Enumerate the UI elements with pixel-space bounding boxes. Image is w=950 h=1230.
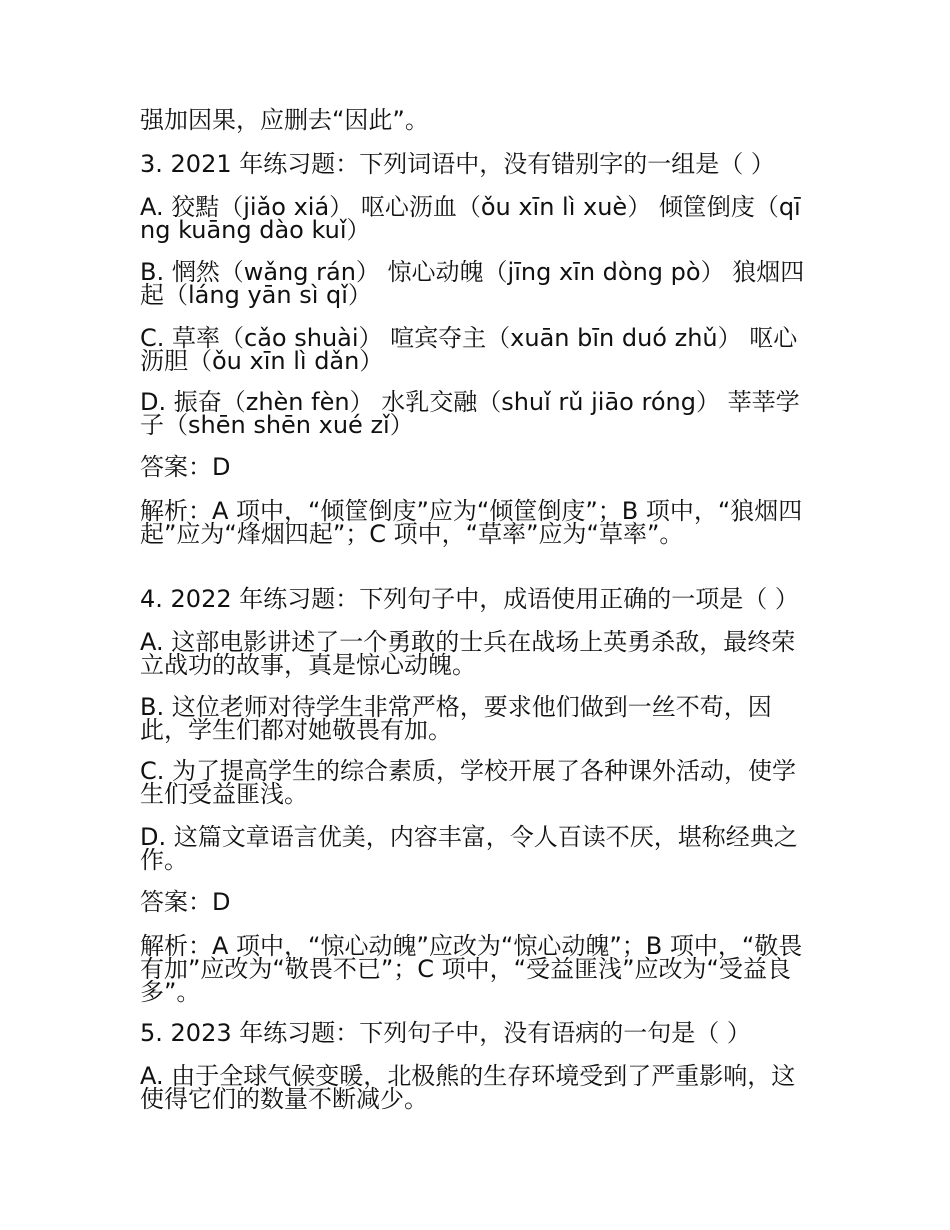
question-4-answer: 答案：D	[140, 888, 231, 916]
question-3-answer: 答案：D	[140, 453, 231, 481]
answer-note-continuation: 强加因果，应删去“因此”。	[140, 106, 429, 134]
question-3-option-d: D. 振奋（zhèn fèn） 水乳交融（shuǐ rǔ jiāo róng） 莘莘学子（shēn shēn xué zǐ）	[140, 388, 800, 439]
question-4-stem: 4. 2022 年练习题：下列句子中，成语使用正确的一项是（ ）	[140, 585, 799, 613]
question-4-option-a: A. 这部电影讲述了一个勇敢的士兵在战场上英勇杀敌，最终荣立战功的故事，真是惊心动魄。	[140, 628, 796, 679]
question-3-option-b: B. 惘然（wǎng rán） 惊心动魄（jīng xīn dòng pò） 狼烟四起（láng yān sì qǐ）	[140, 258, 805, 309]
question-3-option-c: C. 草率（cǎo shuài） 喧宾夺主（xuān bīn duó zhǔ） 呕心沥胆（ǒu xīn lì dǎn）	[140, 324, 798, 375]
question-4-option-b: B. 这位老师对待学生非常严格，要求他们做到一丝不苟，因此，学生们都对她敬畏有加。	[140, 693, 772, 744]
question-4-option-d: D. 这篇文章语言优美，内容丰富，令人百读不厌，堪称经典之作。	[140, 823, 798, 874]
question-5-stem: 5. 2023 年练习题：下列句子中，没有语病的一句是（ ）	[140, 1019, 751, 1047]
question-3-stem: 3. 2021 年练习题：下列词语中，没有错别字的一组是（ ）	[140, 150, 775, 178]
question-3-explanation: 解析：A 项中，“倾筐倒庋”应为“倾筐倒庋”；B 项中，“狼烟四起”应为“烽烟四起”；C 项中，“草率”应为“草率”。	[140, 497, 803, 548]
question-3-option-a: A. 狡黠（jiǎo xiá） 呕心沥血（ǒu xīn lì xuè） 倾筐倒庋（qīng kuāng dào kuǐ）	[140, 193, 801, 244]
question-4-explanation: 解析：A 项中，“惊心动魄”应改为“惊心动魄”；B 项中，“敬畏有加”应改为“敬畏不已”；C 项中，“受益匪浅”应改为“受益良多”。	[140, 932, 803, 1006]
question-4-option-c: C. 为了提高学生的综合素质，学校开展了各种课外活动，使学生们受益匪浅。	[140, 757, 797, 808]
question-5-option-a: A. 由于全球气候变暖，北极熊的生存环境受到了严重影响，这使得它们的数量不断减少。	[140, 1062, 796, 1113]
